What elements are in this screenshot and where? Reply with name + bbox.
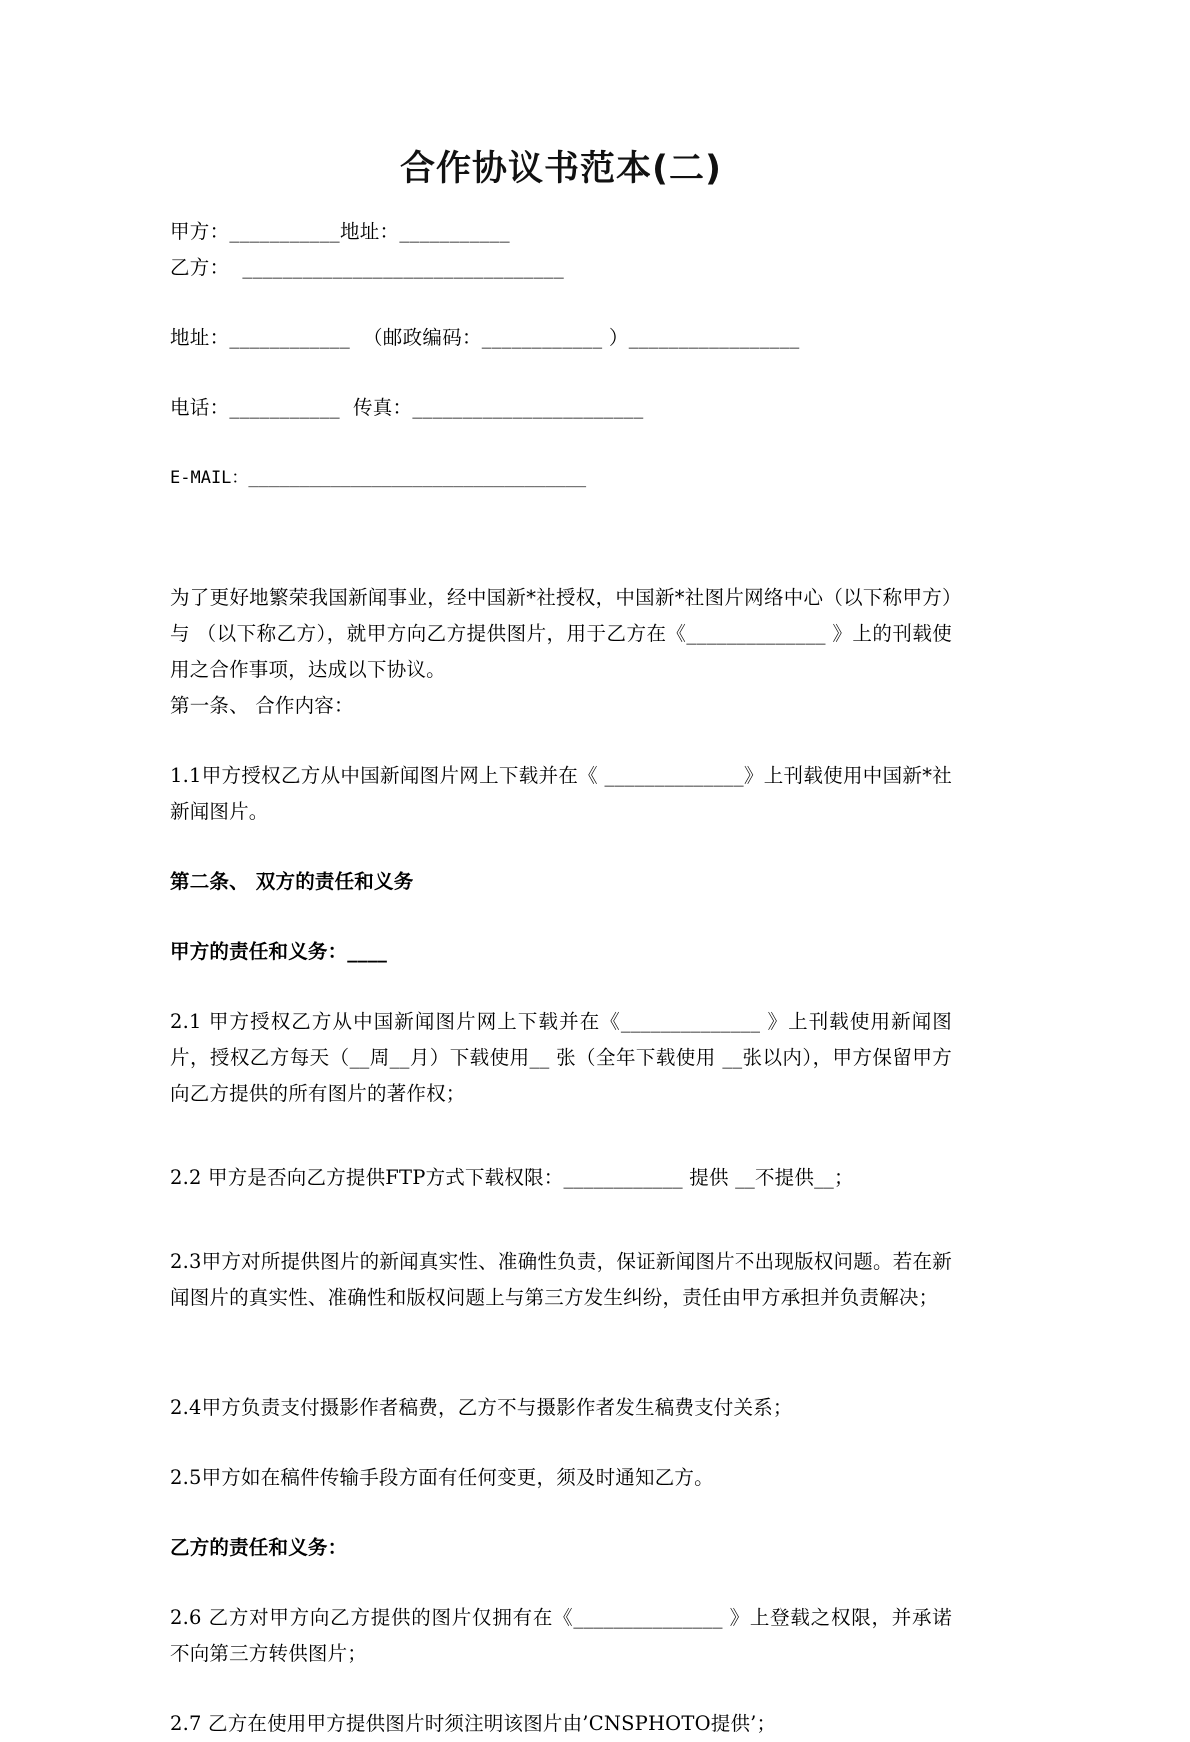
paragraph-clause-2-5: 2.5甲方如在稿件传输手段方面有任何变更，须及时通知乙方。: [170, 1465, 714, 1489]
paragraph-clause-1-1: 1.1甲方授权乙方从中国新闻图片网上下载并在《 ______________》上刊载使用中国新*社新闻图片。: [170, 763, 952, 823]
heading-article-two: 第二条、 双方的责任和义务: [170, 869, 414, 893]
field-party-b: 乙方： ________________________________: [170, 255, 564, 279]
page-title: 合作协议书范本(二): [400, 149, 722, 189]
heading-party-b-duties: 乙方的责任和义务：: [170, 1535, 348, 1559]
heading-party-a-duties: 甲方的责任和义务：____: [170, 939, 388, 963]
spacer: [170, 554, 952, 580]
spacer: [170, 1672, 952, 1706]
spacer: [170, 724, 952, 758]
spacer: [170, 356, 952, 390]
document-body: [170, 0, 952, 1742]
spacer: [170, 1566, 952, 1600]
spacer: [170, 970, 952, 1004]
field-party-a: 甲方：___________地址：___________: [170, 219, 510, 243]
field-phone-fax: 电话：___________ 传真：_______________________: [170, 395, 644, 419]
paragraph-clause-2-4: 2.4甲方负责支付摄影作者稿费，乙方不与摄影作者发生稿费支付关系；: [170, 1395, 793, 1419]
spacer: [170, 1316, 952, 1364]
field-address: 地址：____________ （邮政编码：____________ ）_________________: [170, 325, 800, 349]
spacer: [170, 426, 952, 460]
paragraph-clause-2-6: 2.6 乙方对甲方向乙方提供的图片仅拥有在《_______________ 》上登载之权限，并承诺不向第三方转供图片；: [170, 1605, 952, 1665]
paragraph-clause-2-2: 2.2 甲方是否向乙方提供FTP方式下载权限：____________ 提供 __不提供__；: [170, 1165, 854, 1189]
paragraph-preamble: 为了更好地繁荣我国新闻事业，经中国新*社授权，中国新*社图片网络中心（以下称甲方）与 （以下称乙方），就甲方向乙方提供图片，用于乙方在《______________ 》上的刊载使用之合作事项，达成以下协议。: [170, 585, 952, 681]
spacer: [170, 830, 952, 864]
spacer: [170, 900, 952, 934]
field-email: E-MAIL：_________________________________: [170, 467, 587, 488]
spacer: [170, 1364, 952, 1390]
paragraph-clause-2-3: 2.3甲方对所提供图片的新闻真实性、准确性负责，保证新闻图片不出现版权问题。若在新闻图片的真实性、准确性和版权问题上与第三方发生纠纷，责任由甲方承担并负责解决；: [170, 1249, 952, 1309]
spacer: [170, 286, 952, 320]
spacer: [170, 1196, 952, 1244]
spacer: [170, 496, 952, 554]
heading-article-one: 第一条、 合作内容：: [170, 693, 354, 717]
spacer: [170, 1496, 952, 1530]
spacer: [170, 1426, 952, 1460]
paragraph-clause-2-1: 2.1 甲方授权乙方从中国新闻图片网上下载并在《______________ 》上刊载使用新闻图片，授权乙方每天（__周__月）下载使用__ 张（全年下载使用 __张以内），甲方保留甲方向乙方提供的所有图片的著作权；: [170, 1009, 952, 1105]
spacer: [170, 1112, 952, 1160]
paragraph-clause-2-7: 2.7 乙方在使用甲方提供图片时须注明该图片由’CNSPHOTO提供’；: [170, 1711, 777, 1735]
